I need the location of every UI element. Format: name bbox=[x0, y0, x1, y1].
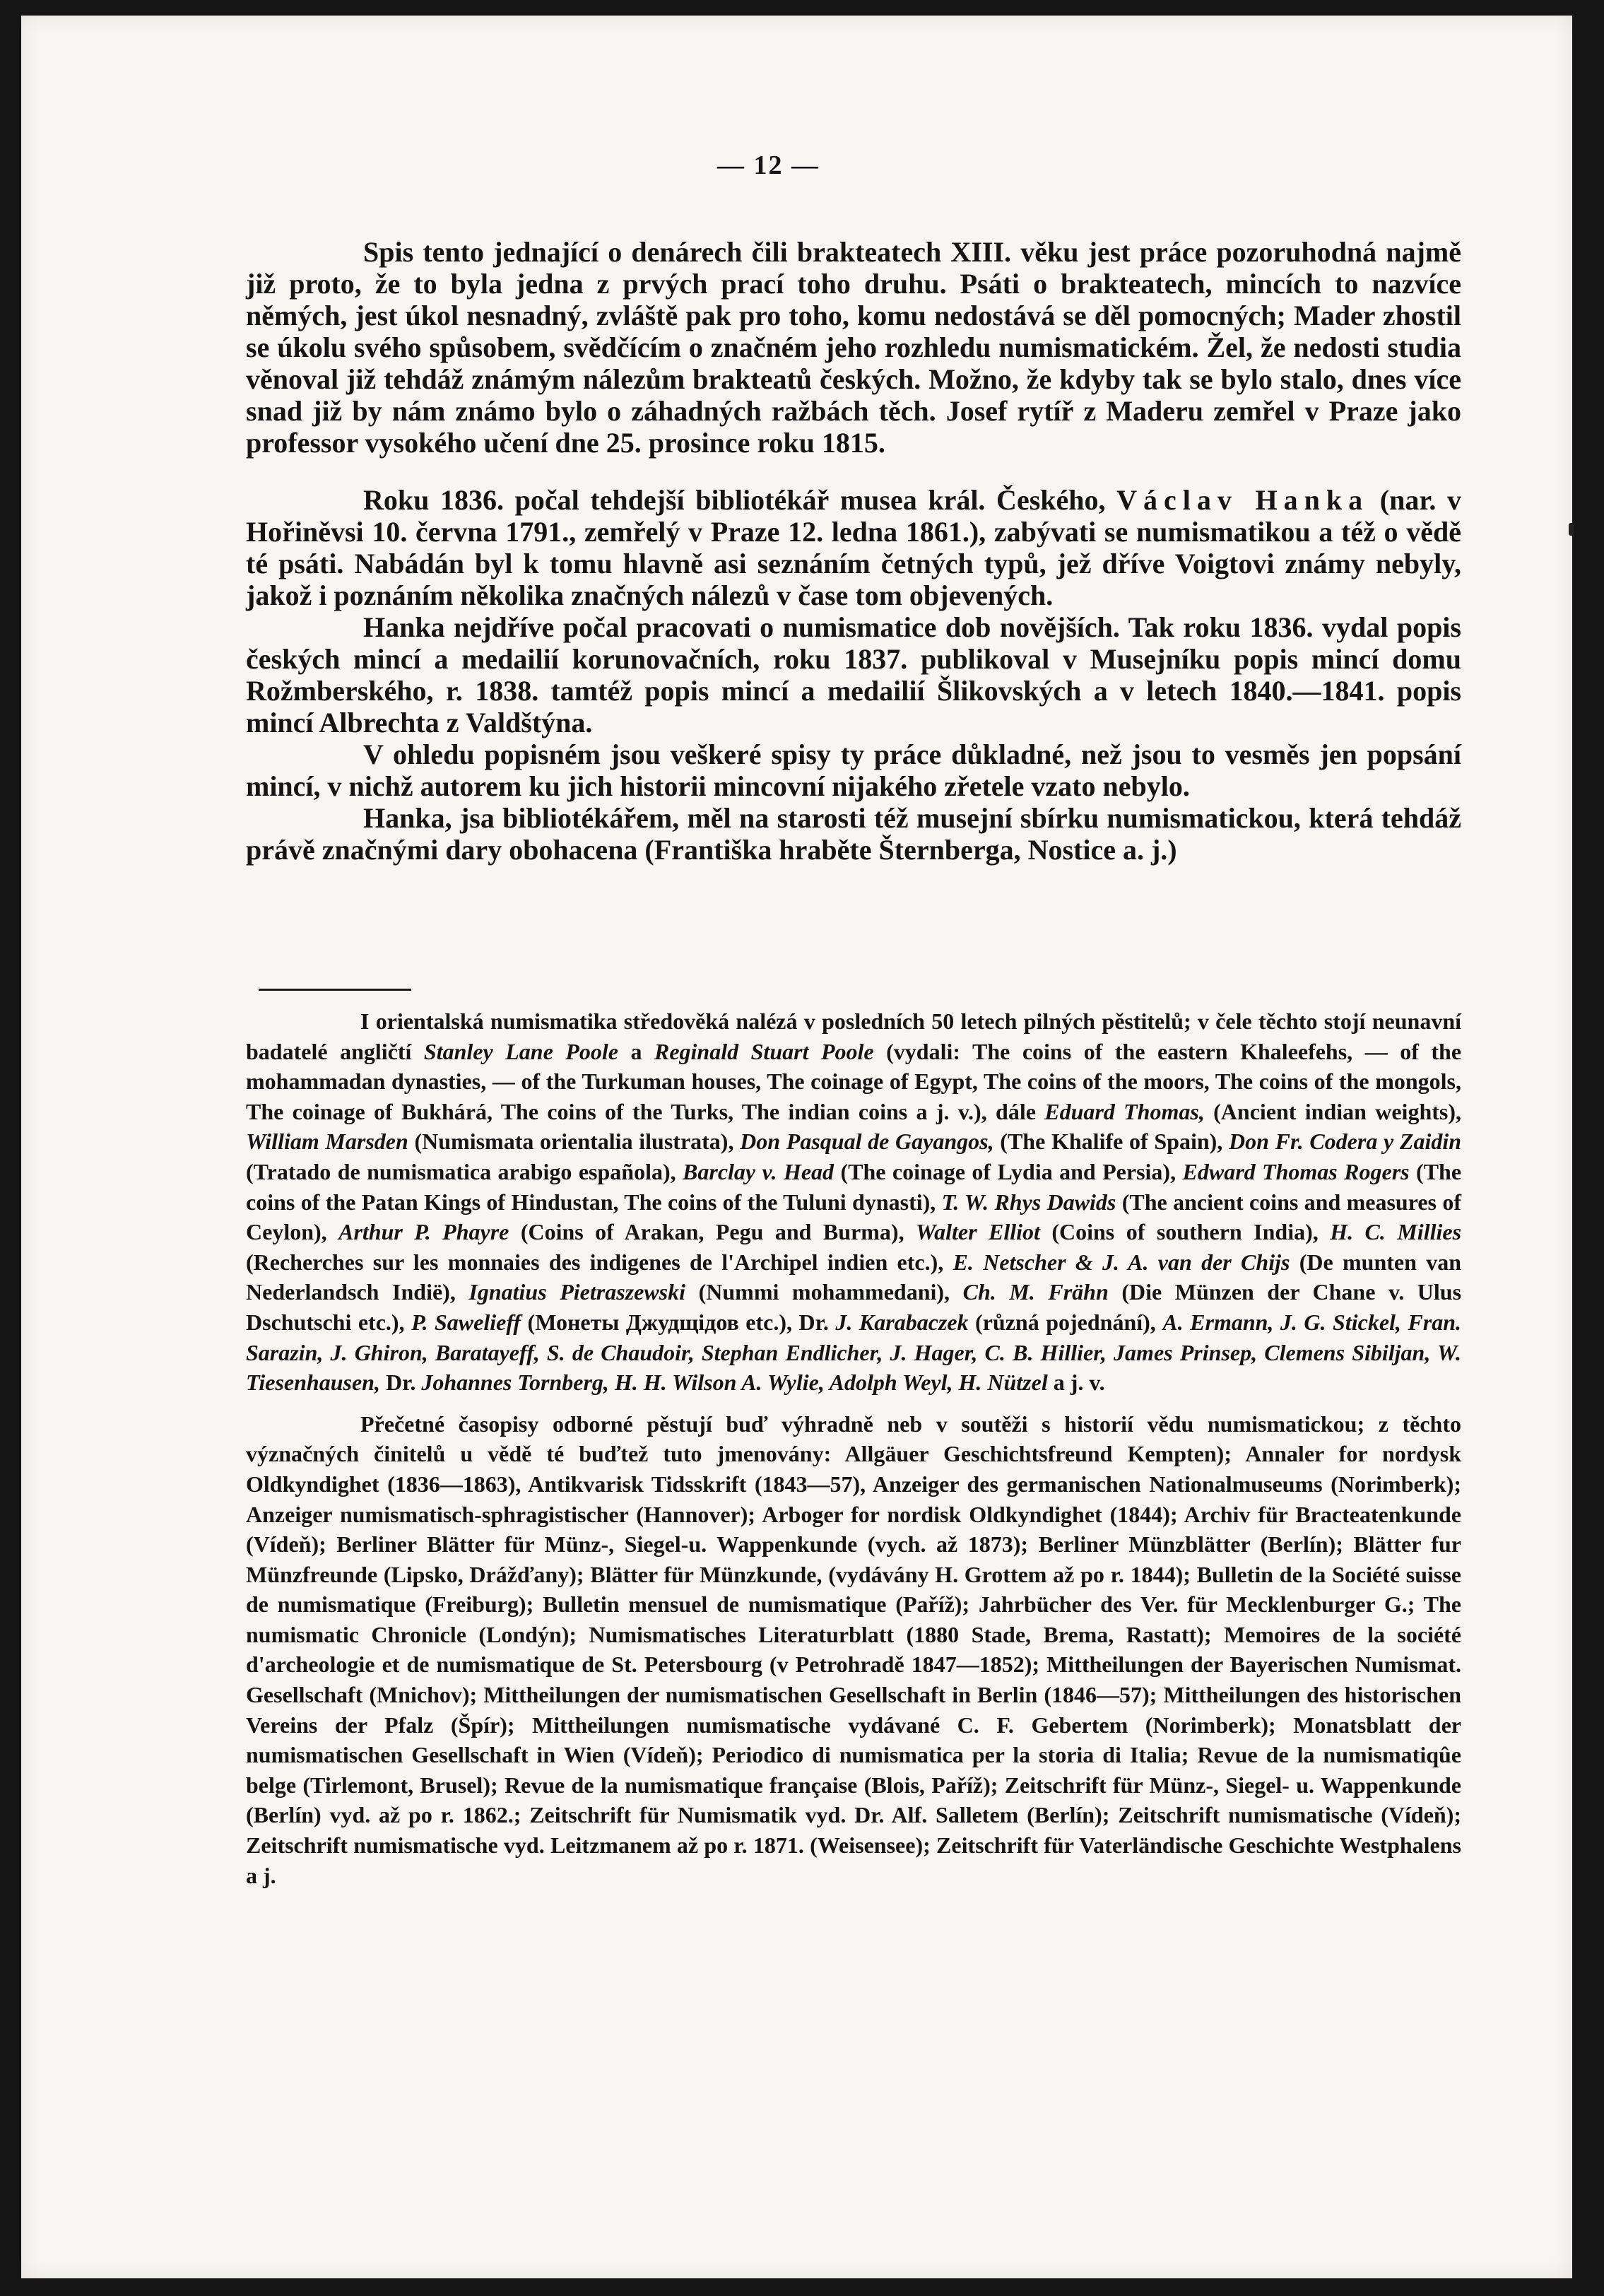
footnote-text-run: (Coins of Arakan, Pegu and Burma), bbox=[509, 1219, 916, 1245]
hanka-intro-after: (nar. v Hořiněvsi 10. června 1791., zemřelý v Praze 12. ledna 1861.), zabývati se numismatikou a též o vědě té psáti. Nabádán byl k tomu hlavně asi seznáním četných typů, jež dříve Voigtovi známy nebyly, jakož i poznáním několika značných nálezů v čase tom objevených. bbox=[246, 484, 1462, 611]
paragraph-librarian: Hanka, jsa bibliotékářem, měl na starosti též musejní sbírku numismatickou, která tehdáž právě značnými dary obohacena (Františka hraběte Šternberga, Nostice a. j.) bbox=[246, 802, 1461, 866]
footnote-periodicals: Přečetné časopisy odborné pěstují buď výhradně neb v soutěži s historií vědu numismatickou; z těchto význačných činitelů u vědě té buďtež tuto jmenovány: Allgäuer Geschichtsfreund Kempten); Annaler for nordysk Oldkyndighet (1836—1863), Antikvarisk Tidsskrift (1843—57), Anzeiger des germanischen Nationalmuseums (Norimberk); Anzeiger numismatisch-sphragistischer (Hannover); Arboger for nordisk Oldkyndighet (1844); Archiv für Bracteatenkunde (Vídeň); Berliner Blätter für Münz-, Siegel-u. Wappenkunde (vych. až 1873); Berliner Münzblätter (Berlín); Blätter fur Münzfreunde (Lipsko, Drážďany); Blätter für Münzkunde, (vydávány H. Grottem až po r. 1844); Bulletin de la Société suisse de numismatique (Freiburg); Bulletin mensuel de numismatique (Paříž); Jahrbücher des Ver. für Mecklenburger G.; The numismatic Chronicle (Londýn); Numismatisches Literaturblatt (1880 Stade, Brema, Rastatt); Memoires de la société d'archeologie et de numismatique de St. Petersbourg (v Petrohradě 1847—1852); Mittheilungen der Bayerischen Numismat. Gesellschaft (Mnichov); Mittheilungen der numismatischen Gesellschaft in Berlin (1846—57); Mittheilungen des historischen Vereins der Pfalz (Špír); Mittheilungen numismatische vydávané C. F. Gebertem (Norimberk); Monatsblatt der numismatischen Gesellschaft in Wien (Vídeň); Periodico di numismatica per la storia di Italia; Revue de la numismatiqûe belge (Tirlemont, Brusel); Revue de la numismatique française (Blois, Paříž); Zeitschrift für Münz-, Siegel- u. Wappenkunde (Berlín) vyd. až po r. 1862.; Zeitschrift für Numismatik vyd. Dr. Alf. Salletem (Berlín); Zeitschrift numismatische (Vídeň); Zeitschrift numismatische vyd. Leitzmanem až po r. 1871. (Weisensee); Zeitschrift für Vaterländische Geschichte Westphalens a j. bbox=[246, 1411, 1461, 1888]
footnote-author-name: J. Karabaczek bbox=[835, 1309, 969, 1335]
footnote-author-name: E. Netscher & J. A. van der Chijs bbox=[953, 1249, 1290, 1275]
footnote-text-run: (Nummi mohammedani), bbox=[685, 1279, 963, 1305]
hanka-name: Václav Hanka bbox=[1116, 484, 1369, 516]
footnote-text-run: (Recherches sur les monnaies des indigenes de l'Archipel indien etc.), bbox=[246, 1249, 953, 1275]
footnote-author-name: Ch. M. Frähn bbox=[962, 1279, 1109, 1305]
paragraph-descriptive: V ohledu popisném jsou veškeré spisy ty práce důkladné, než jsou to vesměs jen popsání mincí, v nichž autorem ku jich historii mincovní nijakého zřetele vzato nebylo. bbox=[246, 738, 1461, 802]
main-text bbox=[246, 236, 1461, 866]
footnote-text-run: a bbox=[618, 1038, 654, 1064]
footnote-text-run: I orientalská numismatika středověká nalézá v posledních 50 letech pilných pěstitelů; v čele těchto stojí neunavní badatelé angličtí bbox=[246, 1008, 1461, 1064]
footnote-author-name: Eduard Thomas, bbox=[1044, 1098, 1205, 1124]
footnote-divider bbox=[259, 989, 411, 991]
page-number: — 12 — bbox=[717, 151, 820, 180]
footnote-text-run: (The ancient coins and measures of Ceylon), bbox=[246, 1189, 1462, 1245]
footnote-author-name: William Marsden bbox=[246, 1129, 408, 1155]
footnote-author-name: A. Ermann, J. G. Stickel, Fran. Sarazin, J. Ghiron, Baratayeff, S. de Chaudoir, Stephan Endlicher, J. Hager, C. B. Hillier, James Prinsep, Clemens Sibiljan, W. Tiesenhausen, bbox=[246, 1309, 1462, 1396]
footnote-text-run: (různá pojednání), bbox=[968, 1309, 1163, 1335]
footnote-author-name: Stanley Lane Poole bbox=[423, 1038, 618, 1064]
footnote-author-name: Don Pasqual de Gayangos, bbox=[740, 1129, 994, 1155]
paragraph-hanka-intro bbox=[246, 484, 1461, 611]
footnote-author-name: Arthur P. Phayre bbox=[338, 1219, 509, 1245]
paragraph-hanka-works: Hanka nejdříve počal pracovati o numismatice dob novějších. Tak roku 1836. vydal popis českých mincí a medailií korunovačních, roku 1837. publikoval v Musejníku popis mincí domu Rožmberského, r. 1838. tamtéž popis mincí a medailií Šlikovských a v letech 1840.—1841. popis mincí Albrechta z Valdštýna. bbox=[246, 611, 1461, 738]
footnote-author-name: H. C. Millies bbox=[1330, 1219, 1462, 1245]
footnotes bbox=[246, 1006, 1461, 1890]
footnote-orientalist bbox=[246, 1006, 1461, 1398]
footnote-author-name: Ignatius Pietraszewski bbox=[468, 1279, 686, 1305]
footnote-text-run: (The coinage of Lydia and Persia), bbox=[834, 1158, 1183, 1184]
footnote-author-name: T. W. Rhys Dawids bbox=[941, 1189, 1116, 1215]
footnote-text-run: a j. v. bbox=[1047, 1370, 1105, 1396]
footnote-text-run: (Numismata orientalia ilustrata), bbox=[408, 1129, 741, 1155]
hanka-intro-before: Roku 1836. počal tehdejší bibliotékář musea král. Českého, bbox=[363, 484, 1106, 516]
footnote-author-name: Barclay v. Head bbox=[683, 1158, 835, 1184]
footnote-text-run: (Ancient indian weights), bbox=[1204, 1098, 1462, 1124]
footnote-author-name: Edward Thomas Rogers bbox=[1182, 1158, 1410, 1184]
footnote-author-name: Reginald Stuart Poole bbox=[654, 1038, 874, 1064]
book-page bbox=[21, 16, 1572, 2278]
footnote-text-run: (The coins of the Patan Kings of Hindustan, The coins of the Tuluni dynasti), bbox=[246, 1158, 1462, 1215]
paragraph-mader: Spis tento jednající o denárech čili brakteatech XIII. věku jest práce pozoruhodná najmě již proto, že to byla jedna z prvých prací toho druhu. Psáti o brakteatech, mincích to nazvíce němých, jest úkol nesnadný, zvláště pak pro toho, komu nedostává se děl pomocných; Mader zhostil se úkolu svého spůsobem, svědčícím o značném jeho rozhledu numismatickém. Žel, že nedosti studia věnoval již tehdáž známým nálezům brakteatů českých. Možno, že kdyby tak se bylo stalo, dnes více snad již by nám známo bylo o záhadných ražbách těch. Josef rytíř z Maderu zemřel v Praze jako professor vysokého učení dne 25. prosince roku 1815. bbox=[246, 236, 1461, 459]
footnote-text-run: Dr. bbox=[379, 1370, 422, 1396]
edge-mark bbox=[1569, 523, 1574, 536]
footnote-author-name: P. Saweliеff bbox=[411, 1309, 521, 1335]
footnote-text-run: (Coins of southern India), bbox=[1039, 1219, 1331, 1245]
footnote-author-name: Walter Elliot bbox=[916, 1219, 1040, 1245]
footnote-text-run: (The Khalife of Spain), bbox=[993, 1129, 1229, 1155]
footnote-text-run: (vydali: The coins of the eastern Khaleefehs, — of the mohammadan dynasties, — of the Turkuman houses, The coinage of Egypt, The coins of the moors, The coins of the mongols, The coinage of Bukhárá, The coins of the Turks, The indian coins a j. v.), dále bbox=[246, 1038, 1462, 1124]
footnote-text-run: (Tratado de numismatica arabigo española), bbox=[246, 1158, 683, 1184]
footnote-text-run: (Монеты Джудщідов etc.), Dr. bbox=[521, 1309, 836, 1335]
footnote-author-name: Johannes Tornberg, H. H. Wilson A. Wylie, Adolph Weyl, H. Nützel bbox=[421, 1370, 1048, 1396]
footnote-text-run: (Die Münzen der Chane v. Ulus Dschutschi etc.), bbox=[246, 1279, 1462, 1335]
footnote-author-name: Don Fr. Codera y Zaidin bbox=[1229, 1129, 1462, 1155]
footnote-text-run: (De munten van Nederlandsch Indië), bbox=[246, 1249, 1462, 1305]
